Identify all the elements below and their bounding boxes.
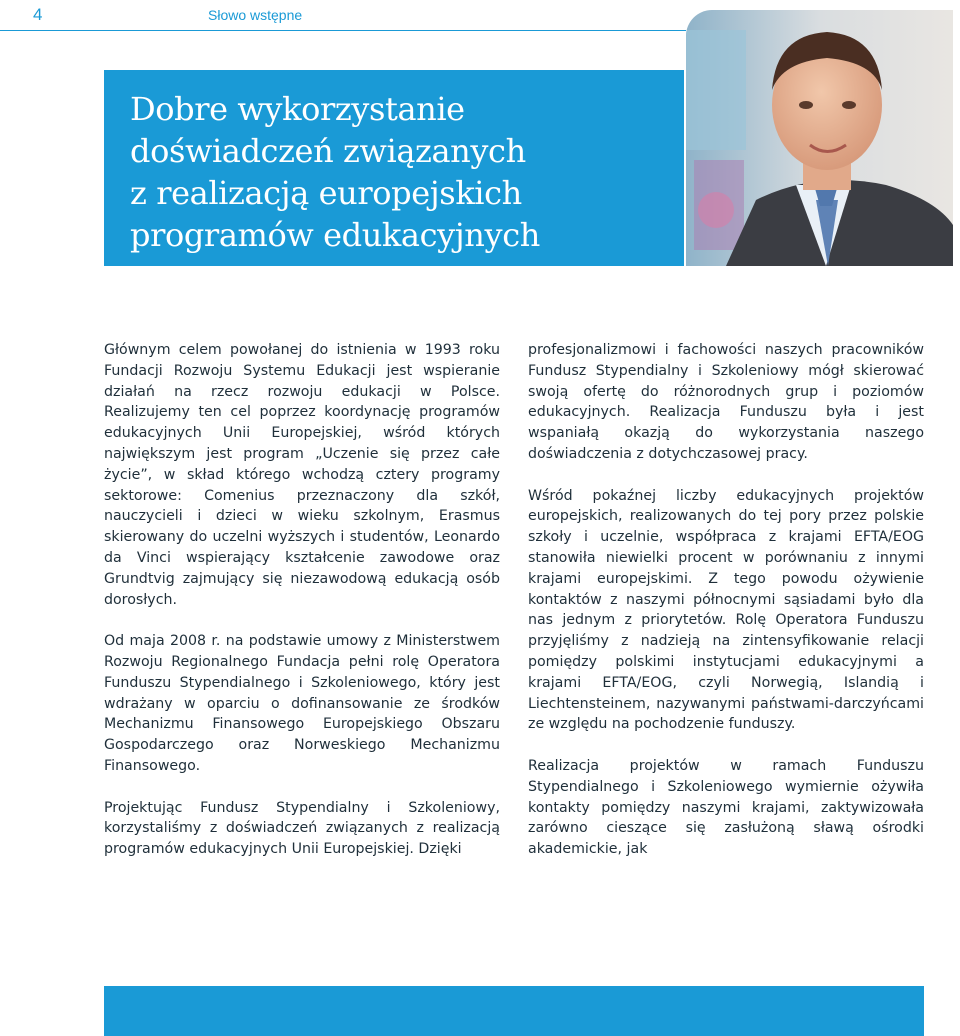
paragraph: Projektując Fundusz Stypendialny i Szkoleniowy, korzystaliśmy z doświadczeń związanych z realizacją programów edukacyjnych Unii Europejskiej. Dzięki [104,799,500,858]
title-line: Dobre wykorzystanie [130,90,465,128]
body-column-left [104,340,500,881]
footer-bar [104,986,924,1036]
title-line: programów edukacyjnych [130,216,540,254]
portrait-photo [686,10,953,266]
header-rule [0,30,686,31]
paragraph: Realizacja projektów w ramach Funduszu Stypendialnego i Szkoleniowego wymiernie ożywiła kontakty pomiędzy naszymi krajami, zaktywizowała zarówno cieszące się zasłużoną sławą ośrodki akademickie, jak [528,757,924,858]
title-box [104,70,684,266]
title-line: doświadczeń związanych [130,132,526,170]
paragraph: Głównym celem powołanej do istnienia w 1993 roku Fundacji Rozwoju Systemu Edukacji jest wspieranie działań na rzecz rozwoju edukacji w Polsce. Realizujemy ten cel poprzez koordynację programów edukacyjnych Unii Europejskiej, wśród których największym jest program „Uczenie się przez całe życie”, w skład którego wchodzą cztery programy sektorowe: Comenius przeznaczony dla szkół, nauczycieli i dzieci w wieku szkolnym, Erasmus skierowany do uczelni wyższych i studentów, Leonardo da Vinci wspierający kształcenie zawodowe oraz Grundtvig zajmujący się niezawodową edukacją osób dorosłych. [104,342,500,608]
paragraph: Od maja 2008 r. na podstawie umowy z Ministerstwem Rozwoju Regionalnego Fundacja pełni rolę Operatora Funduszu Stypendialnego i Szkoleniowego, który jest wdrażany w oparciu o dofinansowanie ze środków Mechanizmu Finansowego Europejskiego Obszaru Gospodarczego oraz Norweskiego Mechanizmu Finansowego. [104,633,500,774]
body-column-right [528,340,924,881]
page-number: 4 [33,5,43,24]
section-label: Słowo wstępne [208,7,303,23]
title-line: z realizacją europejskich [130,174,522,212]
paragraph: profesjonalizmowi i fachowości naszych pracowników Fundusz Stypendialny i Szkoleniowy mógł skierować swoją ofertę do różnorodnych grup i poziomów edukacyjnych. Realizacja Funduszu była i jest wspaniałą okazją do wykorzystania naszego doświadczenia z dotychczasowej pracy. [528,342,924,462]
paragraph: Wśród pokaźnej liczby edukacyjnych projektów europejskich, realizowanych do tej pory przez polskie szkoły i uczelnie, współpraca z krajami EFTA/EOG stanowiła niewielki procent w porównaniu z innymi krajami europejskimi. Z tego powodu ożywienie kontaktów z naszymi północnymi sąsiadami było dla nas jednym z priorytetów. Rolę Operatora Funduszu przyjęliśmy z nadzieją na zintensyfikowanie relacji pomiędzy polskimi instytucjami edukacyjnymi a krajami EFTA/EOG, czyli Norwegią, Islandią i Liechtensteinem, nazywanymi państwami-darczyńcami ze względu na pochodzenie funduszy. [528,487,924,733]
